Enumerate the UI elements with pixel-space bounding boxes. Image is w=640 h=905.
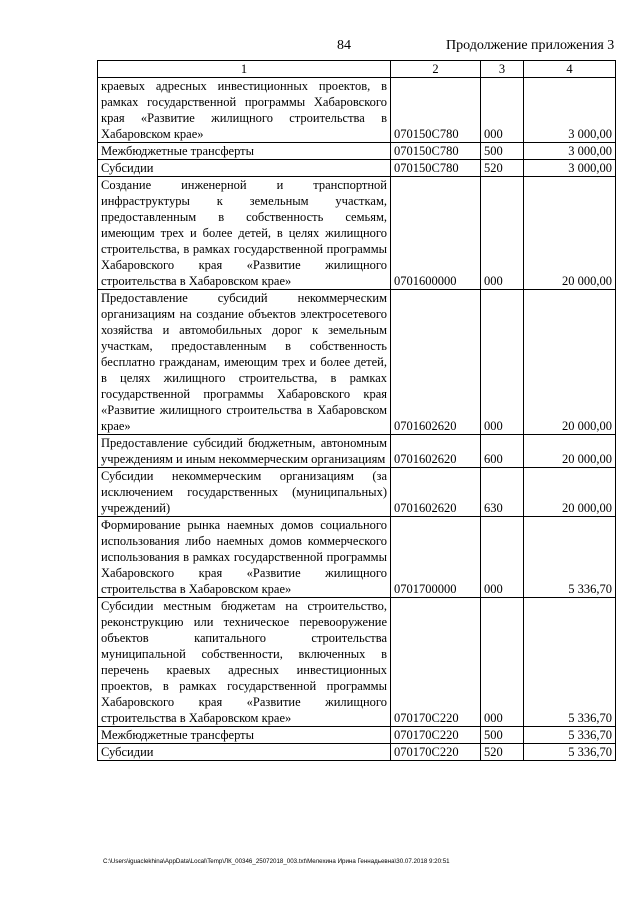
table-row bbox=[98, 727, 616, 744]
table-row bbox=[98, 78, 616, 143]
row-expense-type: 500 bbox=[481, 143, 524, 160]
row-expense-type: 000 bbox=[481, 290, 524, 435]
row-target-code: 070150С780 bbox=[391, 143, 481, 160]
row-expense-type: 000 bbox=[481, 517, 524, 598]
table-header-row bbox=[98, 61, 616, 78]
row-expense-type: 000 bbox=[481, 598, 524, 727]
row-amount: 3 000,00 bbox=[524, 160, 616, 177]
row-description: краевых адресных инвестиционных проектов, в рамках государственной программы Хабаровского края «Развитие жилищного строительства в Хабаровском крае» bbox=[98, 78, 391, 143]
row-target-code: 0701602620 bbox=[391, 468, 481, 517]
column-header: 3 bbox=[481, 61, 524, 78]
row-target-code: 070150С780 bbox=[391, 78, 481, 143]
row-amount: 20 000,00 bbox=[524, 435, 616, 468]
row-amount: 20 000,00 bbox=[524, 177, 616, 290]
row-expense-type: 000 bbox=[481, 177, 524, 290]
row-description: Предоставление субсидий бюджетным, автономным учреждениям и иным некоммерческим организациям bbox=[98, 435, 391, 468]
row-amount: 5 336,70 bbox=[524, 598, 616, 727]
row-expense-type: 520 bbox=[481, 744, 524, 761]
row-expense-type: 520 bbox=[481, 160, 524, 177]
row-amount: 5 336,70 bbox=[524, 517, 616, 598]
row-description: Создание инженерной и транспортной инфраструктуры к земельным участкам, предоставленным в собственность семьям, имеющим трех и более детей, в целях жилищного строительства, в рамках государственной программы Хабаровского края «Развитие жилищного строительства в Хабаровском крае» bbox=[98, 177, 391, 290]
row-description: Субсидии некоммерческим организациям (за исключением государственных (муниципальных) учреждений) bbox=[98, 468, 391, 517]
row-target-code: 0701602620 bbox=[391, 290, 481, 435]
row-target-code: 0701700000 bbox=[391, 517, 481, 598]
row-description: Предоставление субсидий некоммерческим организациям на создание объектов электросетевого хозяйства и автомобильных дорог к земельным участкам, предоставленным в собственность бесплатно гражданам, имеющим трех и более детей, в целях жилищного строительства, в рамках государственной программы Хабаровского края «Развитие жилищного строительства в Хабаровском крае» bbox=[98, 290, 391, 435]
file-path-footer: C:\Users\iguaclekhina\AppData\Local\Temp\ЛК_00346_25072018_003.txt\Мелехина Ирина Геннадьевна\30.07.2018 9:20:51 bbox=[103, 858, 450, 865]
table-row bbox=[98, 744, 616, 761]
row-target-code: 070170С220 bbox=[391, 598, 481, 727]
row-target-code: 070170С220 bbox=[391, 744, 481, 761]
row-description: Формирование рынка наемных домов социального использования либо наемных домов коммерческого использования в рамках государственной программы Хабаровского края «Развитие жилищного строительства в Хабаровском крае» bbox=[98, 517, 391, 598]
row-amount: 3 000,00 bbox=[524, 143, 616, 160]
row-target-code: 0701600000 bbox=[391, 177, 481, 290]
table-row bbox=[98, 468, 616, 517]
row-expense-type: 000 bbox=[481, 78, 524, 143]
row-amount: 5 336,70 bbox=[524, 727, 616, 744]
row-description: Межбюджетные трансферты bbox=[98, 143, 391, 160]
row-target-code: 0701602620 bbox=[391, 435, 481, 468]
table-row bbox=[98, 517, 616, 598]
column-header: 2 bbox=[391, 61, 481, 78]
continuation-title: Продолжение приложения 3 bbox=[446, 38, 615, 53]
row-description: Субсидии bbox=[98, 744, 391, 761]
row-target-code: 070150С780 bbox=[391, 160, 481, 177]
table-row bbox=[98, 290, 616, 435]
table-row bbox=[98, 160, 616, 177]
row-description: Субсидии bbox=[98, 160, 391, 177]
row-amount: 3 000,00 bbox=[524, 78, 616, 143]
row-amount: 20 000,00 bbox=[524, 290, 616, 435]
table-row bbox=[98, 598, 616, 727]
table-row bbox=[98, 177, 616, 290]
row-description: Субсидии местным бюджетам на строительство, реконструкцию или техническое перевооружение объектов капитального строительства муниципальной собственности, включенных в перечень краевых адресных инвестиционных проектов, в рамках государственной программы Хабаровского края «Развитие жилищного строительства в Хабаровском крае» bbox=[98, 598, 391, 727]
column-header: 1 bbox=[98, 61, 391, 78]
row-amount: 5 336,70 bbox=[524, 744, 616, 761]
row-expense-type: 600 bbox=[481, 435, 524, 468]
budget-table bbox=[97, 60, 616, 761]
row-expense-type: 630 bbox=[481, 468, 524, 517]
row-description: Межбюджетные трансферты bbox=[98, 727, 391, 744]
row-expense-type: 500 bbox=[481, 727, 524, 744]
page-number: 84 bbox=[337, 38, 351, 53]
table-row bbox=[98, 435, 616, 468]
table-row bbox=[98, 143, 616, 160]
row-amount: 20 000,00 bbox=[524, 468, 616, 517]
column-header: 4 bbox=[524, 61, 616, 78]
row-target-code: 070170С220 bbox=[391, 727, 481, 744]
